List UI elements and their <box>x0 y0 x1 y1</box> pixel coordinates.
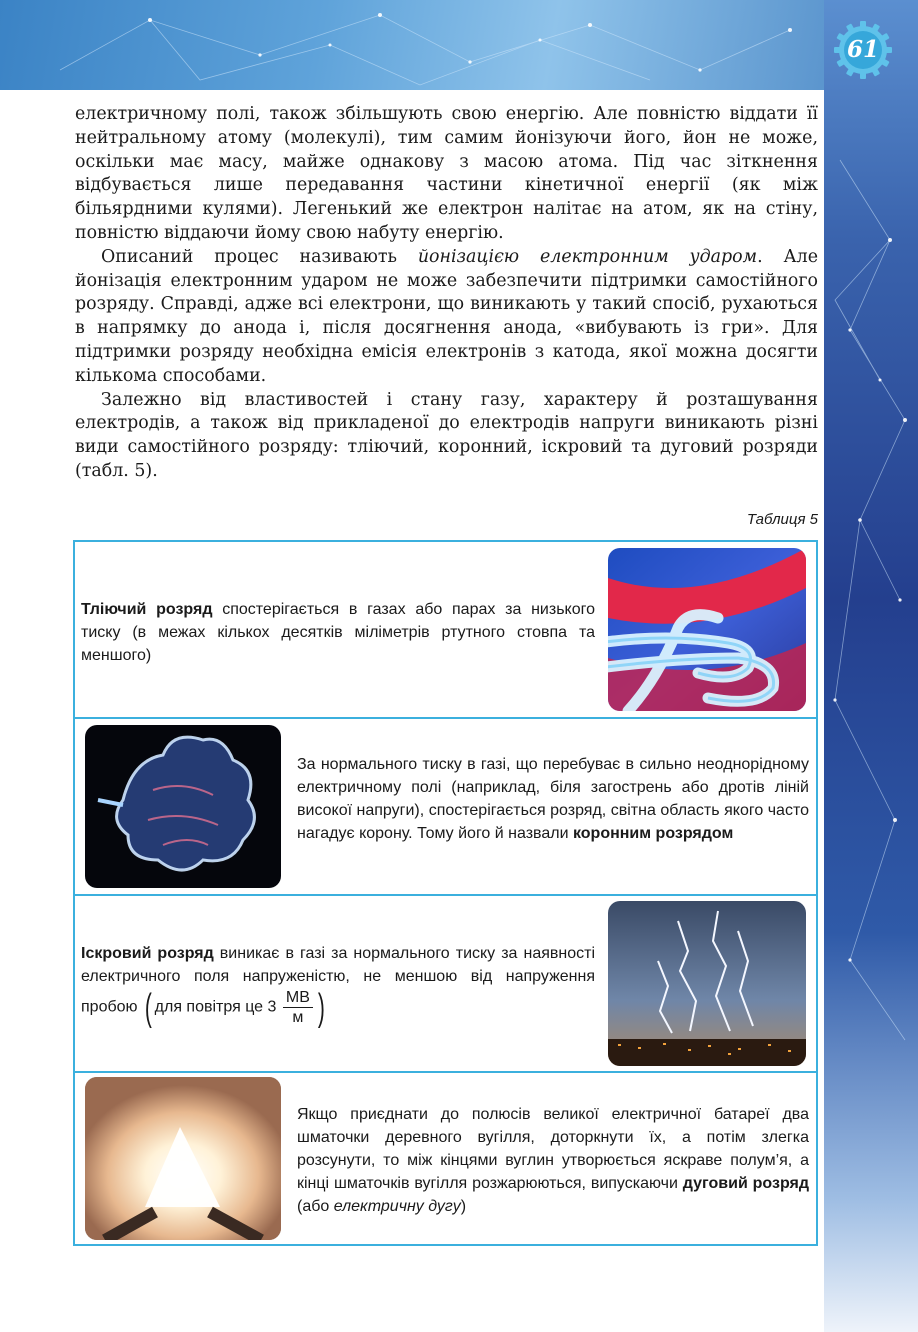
paragraph-2: Описаний процес називають йонізацією електронним ударом. Але йонізація електронним ударом не може забезпечити підтримки самостійного розряду. Справді, адже всі електрони, що виникають у такий спосіб, рухаються в напрямку до анода і, після досягнення анода, «вибувають із гри». Для підтримки розряду необхідна емісія електронів з катода, якої можна досягти кількома способами. <box>75 246 818 386</box>
discharge-types-table <box>73 540 818 1246</box>
corona-discharge-text: За нормального тиску в газі, що перебуває в сильно неоднорідному електричному полі (наприклад, біля загострень або дротів ліній високої напруги), спостерігається розряд, світна область якого часто нагадує корону. Тому його й назвали коронним розрядом <box>297 756 809 842</box>
table-caption: Таблиця 5 <box>746 511 818 528</box>
glow-discharge-image <box>608 548 806 711</box>
body-text <box>75 103 818 484</box>
paragraph-3: Залежно від властивостей і стану газу, характеру й розташування електродів, а також від прикладеної до електродів напруги виникають різні види самостійного розряду: тліючий, коронний, іскровий та дуговий розряди (табл. 5). <box>75 389 818 481</box>
electric-arc-image <box>85 1077 281 1240</box>
spark-discharge-text: Іскровий розряд виникає в газі за нормального тиску за наявності електричного поля напруженістю, не меншою від напруження пробою ( для повітря це 3 $\frac{МВ}{м}$ ) <box>81 945 595 1029</box>
arc-discharge-text: Якщо приєднати до полюсів великої електричної батареї два шматочки деревного вугілля, доторкнути їх, а потім злегка розсунути, то між кінцями вуглин утворюється яскраве полум’я, а кінці шматочків вугілля розжарюються, випускаючи дуговий розряд (або електричну дугу) <box>297 1106 809 1215</box>
page-number: 61 <box>846 36 879 63</box>
unit-fraction: $\frac{МВ}{м}$ <box>283 988 313 1027</box>
table-row-arc-discharge <box>75 1073 816 1244</box>
table-row-spark-discharge <box>75 896 816 1073</box>
corona-discharge-image <box>85 725 281 888</box>
table-row-glow-discharge <box>75 542 816 719</box>
paragraph-1: електричному полі, також збільшують свою енергію. Але повністю віддати її нейтральному атому (молекулі), тим самим йонізуючи його, йон не може, оскільки має масу, майже однакову з масою атома. Під час зіткнення відбувається лише передавання частини кінетичної енергії (як між більярдними кулями). Легенький же електрон налітає на атом, як на стіну, повністю віддаючи йому свою набуту енергію. <box>75 104 818 243</box>
table-row-corona-discharge <box>75 719 816 896</box>
term-impact-ionization: йонізацією електронним ударом <box>417 246 758 267</box>
lightning-image <box>608 901 806 1066</box>
glow-discharge-text: Тліючий розряд спостерігається в газах або парах за низького тиску (в межах кількох десятків міліметрів ртутного стовпа та меншого) <box>81 601 596 664</box>
